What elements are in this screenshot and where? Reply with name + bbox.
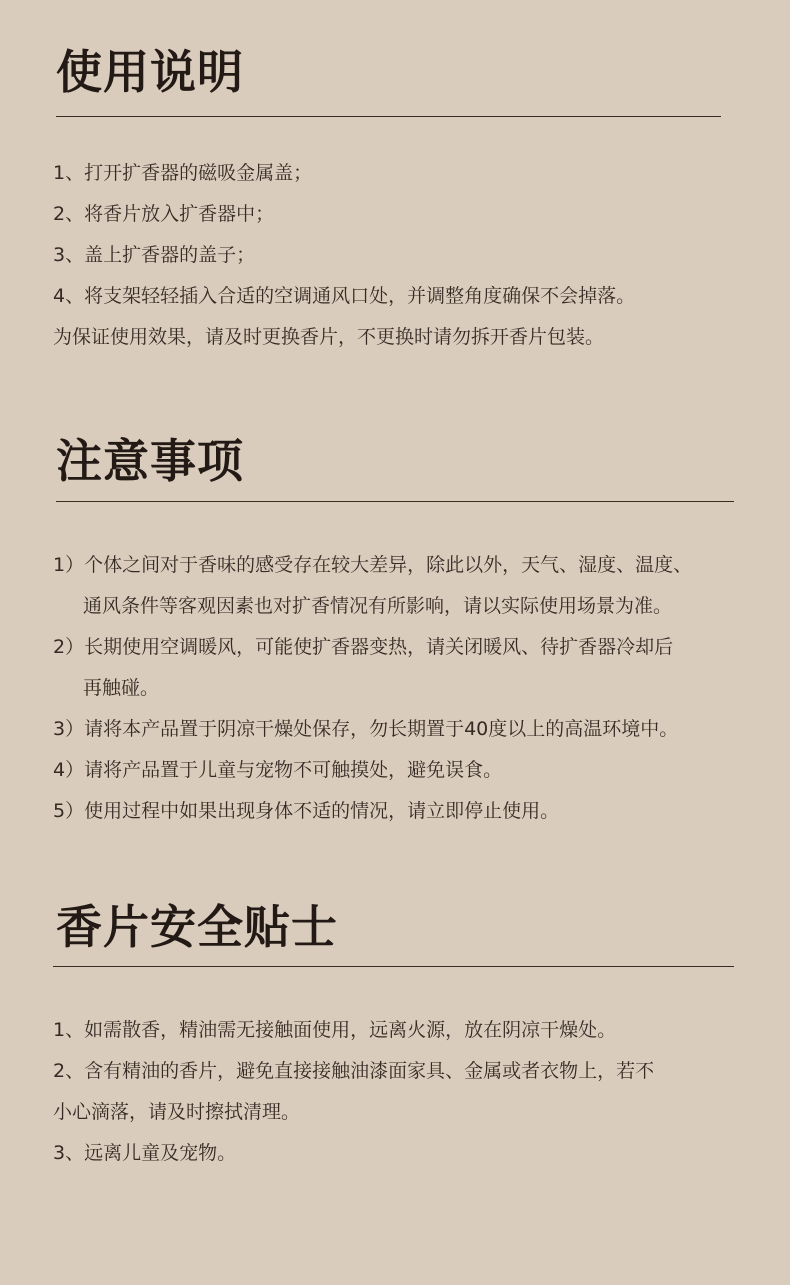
list-item: 5）使用过程中如果出现身体不适的情况，请立即停止使用。 bbox=[53, 800, 560, 822]
list-item-continuation: 通风条件等客观因素也对扩香情况有所影响，请以实际使用场景为准。 bbox=[83, 595, 673, 617]
list-item: 3、盖上扩香器的盖子； bbox=[53, 244, 256, 266]
usage-list bbox=[53, 153, 635, 358]
list-item: 2）长期使用空调暖风，可能使扩香器变热，请关闭暖风、待扩香器冷却后 bbox=[53, 636, 674, 658]
section-divider-usage bbox=[56, 116, 721, 117]
list-item: 2、将香片放入扩香器中； bbox=[53, 203, 275, 225]
section-title-usage: 使用说明 bbox=[56, 45, 244, 99]
list-item: 1）个体之间对于香味的感受存在较大差异，除此以外，天气、湿度、温度、 bbox=[53, 554, 693, 576]
precautions-list bbox=[53, 545, 692, 832]
list-item: 3、远离儿童及宠物。 bbox=[53, 1142, 237, 1164]
list-item-continuation: 小心滴落，请及时擦拭清理。 bbox=[53, 1101, 301, 1123]
list-item: 1、打开扩香器的磁吸金属盖； bbox=[53, 162, 313, 184]
section-divider-precautions bbox=[56, 501, 734, 502]
list-item: 4）请将产品置于儿童与宠物不可触摸处，避免误食。 bbox=[53, 759, 503, 781]
section-title-safety-tips: 香片安全贴士 bbox=[56, 900, 338, 954]
list-item: 2、含有精油的香片，避免直接接触油漆面家具、金属或者衣物上，若不 bbox=[53, 1060, 655, 1082]
list-item: 4、将支架轻轻插入合适的空调通风口处，并调整角度确保不会掉落。 bbox=[53, 285, 636, 307]
section-title-precautions: 注意事项 bbox=[56, 434, 244, 488]
safety-tips-list bbox=[53, 1010, 654, 1174]
list-item: 1、如需散香，精油需无接触面使用，远离火源，放在阴凉干燥处。 bbox=[53, 1019, 617, 1041]
list-item: 为保证使用效果，请及时更换香片，不更换时请勿拆开香片包装。 bbox=[53, 326, 605, 348]
list-item: 3）请将本产品置于阴凉干燥处保存，勿长期置于40度以上的高温环境中。 bbox=[53, 718, 679, 740]
list-item-continuation: 再触碰。 bbox=[83, 677, 160, 699]
section-divider-safety-tips bbox=[53, 966, 734, 967]
